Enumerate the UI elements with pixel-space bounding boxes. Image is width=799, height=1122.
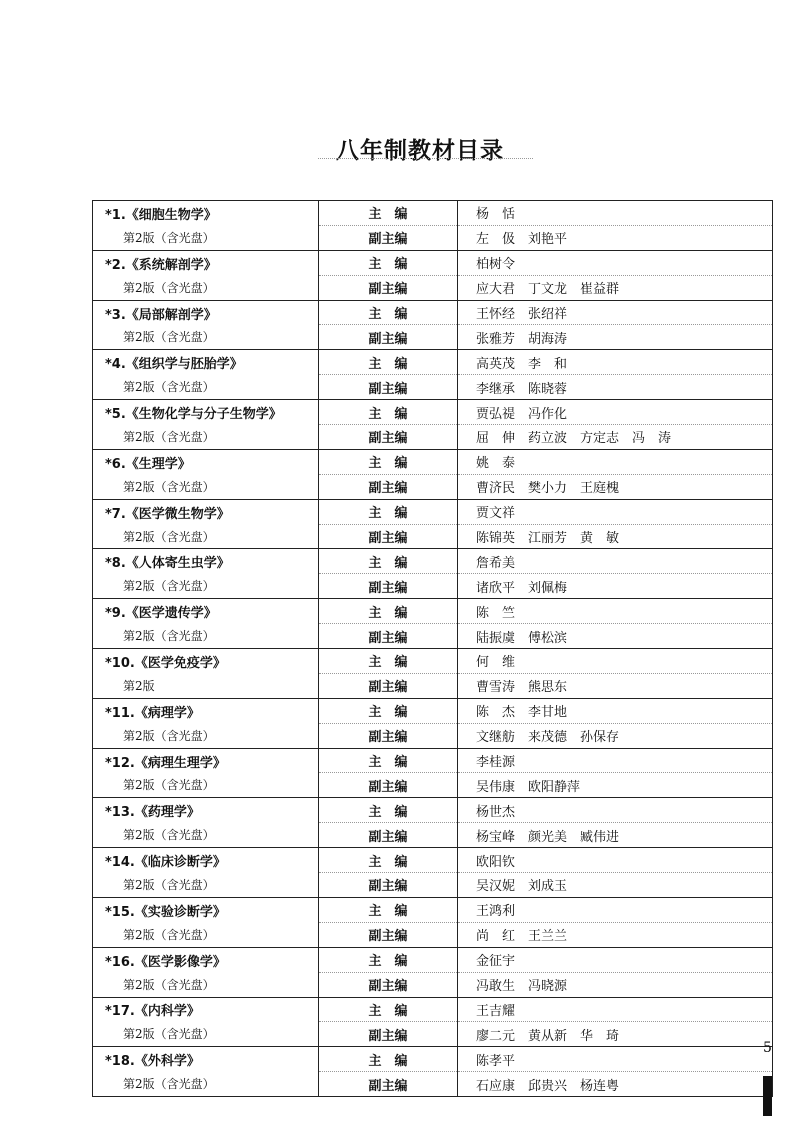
book-edition: 第2版（含光盘） [123, 778, 215, 793]
table-row [93, 947, 773, 997]
names-cell [458, 300, 773, 350]
names-cell [458, 947, 773, 997]
deputy-editor-label: 副主编 [368, 580, 408, 596]
chief-editor-names: 杨世杰 [458, 798, 772, 823]
table-row [93, 201, 773, 251]
chief-editor-names: 李桂源 [458, 749, 772, 774]
book-title: *5.《生物化学与分子生物学》 [105, 407, 282, 423]
deputy-editor-names: 张雅芳 胡海涛 [476, 331, 568, 347]
book-edition: 第2版（含光盘） [123, 1027, 215, 1042]
names-cell [458, 599, 773, 649]
deputy-editor-label: 副主编 [368, 979, 408, 995]
book-cell [93, 947, 319, 997]
chief-editor-label: 主 编 [319, 898, 457, 923]
chief-editor-label: 主 编 [319, 549, 457, 574]
chief-editor-label: 主 编 [319, 1047, 457, 1072]
roles-cell [319, 350, 458, 400]
roles-cell [319, 499, 458, 549]
book-edition: 第2版（含光盘） [123, 977, 215, 992]
chief-editor-label: 主 编 [319, 599, 457, 624]
chief-editor-names: 柏树令 [458, 251, 772, 276]
book-cell [93, 549, 319, 599]
book-title: *7.《医学微生物学》 [105, 506, 230, 522]
chief-editor-names: 姚 泰 [458, 450, 772, 475]
roles-cell [319, 997, 458, 1047]
table-row [93, 549, 773, 599]
chief-editor-names: 詹希美 [458, 549, 772, 574]
book-title: *2.《系统解剖学》 [105, 257, 217, 273]
book-edition: 第2版（含光盘） [123, 529, 215, 544]
roles-cell [319, 549, 458, 599]
table-row [93, 1047, 773, 1097]
names-cell [458, 499, 773, 549]
roles-cell [319, 748, 458, 798]
book-cell [93, 300, 319, 350]
chief-editor-names: 贾弘禔 冯作化 [458, 400, 772, 425]
book-cell [93, 350, 319, 400]
chief-editor-label: 主 编 [319, 450, 457, 475]
names-cell [458, 649, 773, 699]
table-row [93, 748, 773, 798]
chief-editor-names: 高英茂 李 和 [458, 350, 772, 375]
book-edition: 第2版（含光盘） [123, 1077, 215, 1092]
book-title: *12.《病理生理学》 [105, 755, 226, 771]
book-edition: 第2版（含光盘） [123, 927, 215, 942]
roles-cell [319, 300, 458, 350]
book-edition: 第2版（含光盘） [123, 230, 215, 245]
book-title: *13.《药理学》 [105, 805, 200, 821]
book-cell [93, 748, 319, 798]
deputy-editor-names: 左 伋 刘艳平 [476, 232, 568, 248]
table-row [93, 350, 773, 400]
book-title: *9.《医学遗传学》 [105, 606, 217, 622]
table-row [93, 698, 773, 748]
deputy-editor-names: 廖二元 黄从新 华 琦 [476, 1028, 620, 1044]
roles-cell [319, 897, 458, 947]
deputy-editor-label: 副主编 [368, 481, 408, 497]
deputy-editor-label: 副主编 [368, 531, 408, 547]
names-cell [458, 798, 773, 848]
deputy-editor-names: 冯敢生 冯晓源 [476, 979, 568, 995]
roles-cell [319, 947, 458, 997]
deputy-editor-label: 副主编 [368, 331, 408, 347]
roles-cell [319, 1047, 458, 1097]
book-edition: 第2版（含光盘） [123, 380, 215, 395]
names-cell [458, 748, 773, 798]
deputy-editor-names: 杨宝峰 颜光美 臧伟进 [476, 829, 620, 845]
book-title: *15.《实验诊断学》 [105, 904, 226, 920]
chief-editor-label: 主 编 [319, 400, 457, 425]
chief-editor-label: 主 编 [319, 350, 457, 375]
deputy-editor-label: 副主编 [368, 779, 408, 795]
deputy-editor-names: 陈锦英 江丽芳 黄 敏 [476, 531, 620, 547]
book-edition: 第2版（含光盘） [123, 629, 215, 644]
roles-cell [319, 599, 458, 649]
book-cell [93, 201, 319, 251]
book-cell [93, 250, 319, 300]
names-cell [458, 449, 773, 499]
page-title: 八年制教材目录 [336, 138, 504, 164]
deputy-editor-names: 应大君 丁文龙 崔益群 [476, 282, 620, 298]
book-title: *18.《外科学》 [105, 1054, 200, 1070]
book-cell [93, 499, 319, 549]
chief-editor-names: 何 维 [458, 649, 772, 674]
chief-editor-label: 主 编 [319, 798, 457, 823]
deputy-editor-label: 副主编 [368, 282, 408, 298]
page-edge-marker [763, 1076, 772, 1116]
table-row [93, 997, 773, 1047]
book-title: *1.《细胞生物学》 [105, 207, 217, 223]
chief-editor-label: 主 编 [319, 500, 457, 525]
chief-editor-names: 杨 恬 [458, 201, 772, 226]
book-title: *10.《医学免疫学》 [105, 655, 226, 671]
book-cell [93, 449, 319, 499]
table-row [93, 848, 773, 898]
chief-editor-label: 主 编 [319, 649, 457, 674]
book-cell [93, 848, 319, 898]
chief-editor-label: 主 编 [319, 749, 457, 774]
chief-editor-names: 贾文祥 [458, 500, 772, 525]
deputy-editor-names: 屈 伸 药立波 方定志 冯 涛 [476, 431, 672, 447]
book-edition: 第2版（含光盘） [123, 728, 215, 743]
book-edition: 第2版（含光盘） [123, 877, 215, 892]
table-row [93, 300, 773, 350]
page-number: 5 [763, 1040, 772, 1056]
book-cell [93, 649, 319, 699]
book-title: *14.《临床诊断学》 [105, 855, 226, 871]
book-cell [93, 997, 319, 1047]
book-edition: 第2版（含光盘） [123, 330, 215, 345]
table-row [93, 798, 773, 848]
deputy-editor-label: 副主编 [368, 381, 408, 397]
table-row [93, 400, 773, 450]
roles-cell [319, 698, 458, 748]
book-cell [93, 897, 319, 947]
deputy-editor-names: 文继舫 来茂德 孙保存 [476, 730, 620, 746]
book-cell [93, 400, 319, 450]
names-cell [458, 350, 773, 400]
names-cell [458, 897, 773, 947]
book-cell [93, 798, 319, 848]
names-cell [458, 997, 773, 1047]
deputy-editor-label: 副主编 [368, 879, 408, 895]
deputy-editor-label: 副主编 [368, 730, 408, 746]
book-edition: 第2版（含光盘） [123, 429, 215, 444]
chief-editor-names: 欧阳钦 [458, 848, 772, 873]
deputy-editor-label: 副主编 [368, 829, 408, 845]
chief-editor-label: 主 编 [319, 301, 457, 326]
book-title: *4.《组织学与胚胎学》 [105, 357, 243, 373]
chief-editor-label: 主 编 [319, 998, 457, 1023]
deputy-editor-label: 副主编 [368, 929, 408, 945]
deputy-editor-names: 吴汉妮 刘成玉 [476, 879, 568, 895]
book-title: *16.《医学影像学》 [105, 954, 226, 970]
table-row [93, 250, 773, 300]
roles-cell [319, 649, 458, 699]
deputy-editor-label: 副主编 [368, 1078, 408, 1094]
deputy-editor-names: 李继承 陈晓蓉 [476, 381, 568, 397]
names-cell [458, 400, 773, 450]
names-cell [458, 549, 773, 599]
names-cell [458, 1047, 773, 1097]
deputy-editor-label: 副主编 [368, 1028, 408, 1044]
book-title: *6.《生理学》 [105, 456, 191, 472]
book-title: *3.《局部解剖学》 [105, 307, 217, 323]
deputy-editor-names: 陆振虞 傅松滨 [476, 630, 568, 646]
chief-editor-names: 陈 杰 李甘地 [458, 699, 772, 724]
chief-editor-label: 主 编 [319, 699, 457, 724]
table-row [93, 897, 773, 947]
table-row [93, 449, 773, 499]
chief-editor-names: 王鸿利 [458, 898, 772, 923]
deputy-editor-names: 曹雪涛 熊思东 [476, 680, 568, 696]
book-title: *11.《病理学》 [105, 705, 200, 721]
title-underline [318, 158, 533, 159]
names-cell [458, 848, 773, 898]
textbook-table [92, 200, 773, 1097]
names-cell [458, 698, 773, 748]
deputy-editor-names: 曹济民 樊小力 王庭槐 [476, 481, 620, 497]
roles-cell [319, 798, 458, 848]
chief-editor-names: 王怀经 张绍祥 [458, 301, 772, 326]
book-title: *17.《内科学》 [105, 1004, 200, 1020]
table-row [93, 499, 773, 549]
book-edition: 第2版（含光盘） [123, 579, 215, 594]
deputy-editor-names: 尚 红 王兰兰 [476, 929, 568, 945]
deputy-editor-names: 诸欣平 刘佩梅 [476, 580, 568, 596]
book-cell [93, 698, 319, 748]
roles-cell [319, 449, 458, 499]
deputy-editor-names: 吴伟康 欧阳静萍 [476, 779, 581, 795]
chief-editor-label: 主 编 [319, 848, 457, 873]
chief-editor-label: 主 编 [319, 251, 457, 276]
book-edition: 第2版（含光盘） [123, 280, 215, 295]
deputy-editor-label: 副主编 [368, 680, 408, 696]
deputy-editor-label: 副主编 [368, 232, 408, 248]
chief-editor-label: 主 编 [319, 201, 457, 226]
table-row [93, 599, 773, 649]
roles-cell [319, 400, 458, 450]
book-cell [93, 1047, 319, 1097]
chief-editor-names: 陈孝平 [458, 1047, 772, 1072]
roles-cell [319, 848, 458, 898]
book-cell [93, 599, 319, 649]
chief-editor-names: 陈 竺 [458, 599, 772, 624]
book-edition: 第2版（含光盘） [123, 828, 215, 843]
names-cell [458, 250, 773, 300]
table-row [93, 649, 773, 699]
book-edition: 第2版 [123, 678, 155, 693]
deputy-editor-names: 石应康 邱贵兴 杨连粤 [476, 1078, 620, 1094]
deputy-editor-label: 副主编 [368, 431, 408, 447]
names-cell [458, 201, 773, 251]
roles-cell [319, 250, 458, 300]
chief-editor-label: 主 编 [319, 948, 457, 973]
book-title: *8.《人体寄生虫学》 [105, 556, 230, 572]
roles-cell [319, 201, 458, 251]
book-edition: 第2版（含光盘） [123, 479, 215, 494]
chief-editor-names: 王吉耀 [458, 998, 772, 1023]
deputy-editor-label: 副主编 [368, 630, 408, 646]
chief-editor-names: 金征宇 [458, 948, 772, 973]
